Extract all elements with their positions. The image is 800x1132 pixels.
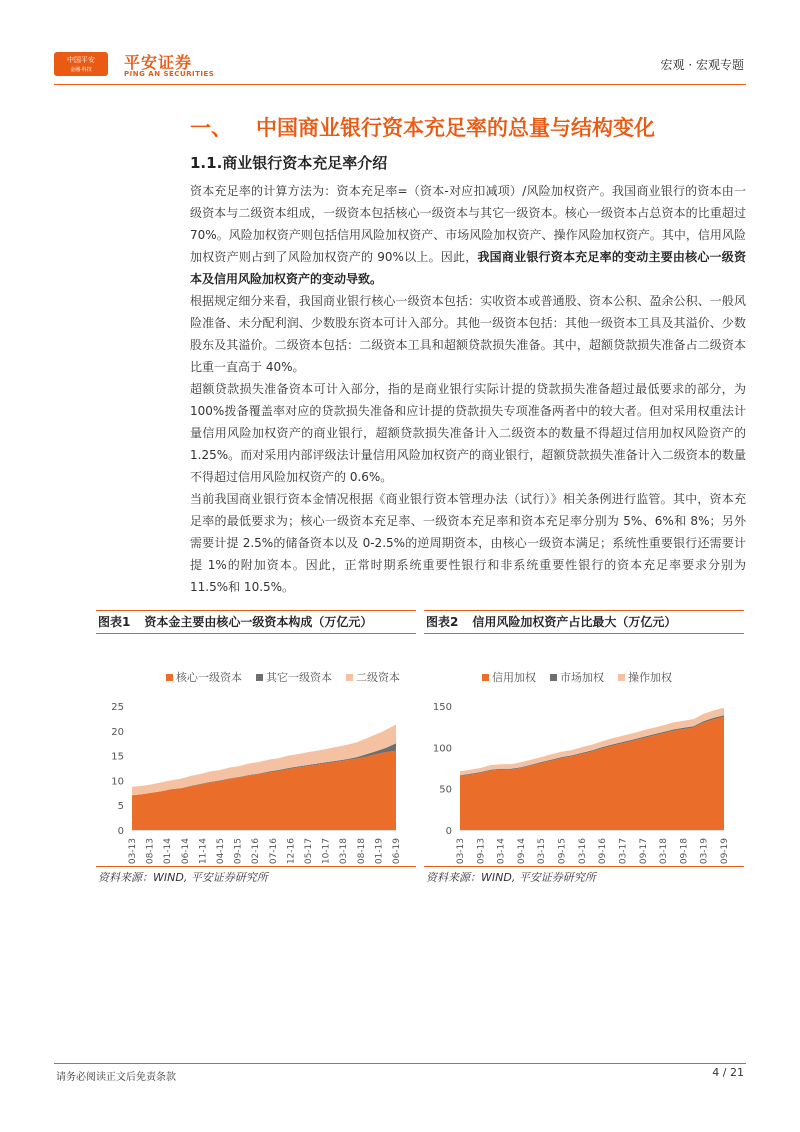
figure-1-chart-area [96, 634, 416, 866]
x-tick-label: 03-18 [339, 838, 350, 865]
brand-name-en: PING AN SECURITIES [124, 70, 215, 78]
figure-1-header [96, 610, 416, 634]
section-title-text: 中国商业银行资本充足率的总量与结构变化 [256, 116, 655, 140]
paragraph-2: 根据规定细分来看，我国商业银行核心一级资本包括：实收资本或普通股、资本公积、盈余公积、一般风险准备、未分配利润、少数股东资本可计入部分。其他一级资本包括：其他一级资本工具及其溢价、少数股东及其溢价。二级资本包括：二级资本工具和超额贷款损失准备。其中，超额贷款损失准备占二级资本比重一直高于 40%。 [190, 294, 746, 374]
paragraph-1 [190, 180, 746, 290]
area-series-1 [460, 717, 724, 830]
figure-2-chart-area [424, 634, 744, 866]
figure-1-source: 资料来源：WIND, 平安证券研究所 [96, 866, 416, 885]
y-tick-label: 5 [117, 801, 124, 813]
brand-name: 平安证券 [124, 53, 193, 72]
chart-1 [96, 634, 416, 866]
x-tick-label: 03-14 [496, 838, 507, 865]
x-tick-label: 07-16 [268, 838, 279, 865]
figure-2-header [424, 610, 744, 634]
y-tick-label: 0 [445, 826, 452, 837]
x-tick-label: 03-19 [699, 838, 710, 865]
paragraph-3: 超额贷款损失准备资本可计入部分，指的是商业银行实际计提的贷款损失准备超过最低要求的部分，为 100%拨备覆盖率对应的贷款损失准备和应计提的贷款损失专项准备两者中的较大者。但对采用权重法计量信用风险加权资产的商业银行，超额贷款损失准备计入二级资本的数量不得超过信用加权风险资产的 1.25%。而对采用内部评级法计量信用风险加权资产的商业银行，超额贷款损失准备计入二级资本的数量不得超过信用风险加权资产的 0.6%。 [190, 382, 746, 484]
y-tick-label: 15 [111, 751, 124, 763]
x-tick-label: 12-16 [286, 838, 297, 865]
y-tick-label: 50 [439, 784, 452, 796]
legend-swatch-3 [346, 674, 353, 681]
subsection-title: 1.1.商业银行资本充足率介绍 [190, 154, 388, 172]
section-title [190, 112, 655, 142]
y-tick-label: 10 [111, 776, 124, 788]
x-tick-label: 09-15 [557, 838, 568, 865]
footer-divider [54, 1063, 746, 1064]
logo-text: 中国平安 [67, 56, 95, 64]
x-tick-label: 10-17 [321, 838, 332, 865]
figure-1 [96, 610, 416, 885]
x-tick-label: 03-16 [577, 838, 588, 865]
pingan-logo [54, 52, 108, 76]
legend-label-3: 操作加权 [628, 671, 672, 684]
figure-2-label: 图表2 [426, 615, 459, 629]
x-tick-label: 03-15 [537, 838, 548, 865]
figure-2-title: 信用风险加权资产占比最大（万亿元） [472, 615, 677, 629]
page-header [0, 0, 800, 90]
footer-disclaimer: 请务必阅读正文后免责条款 [56, 1072, 176, 1083]
legend-swatch-1 [482, 674, 489, 681]
x-tick-label: 04-15 [216, 838, 226, 865]
x-tick-label: 08-13 [145, 838, 156, 865]
section-tag: 宏观 · 宏观专题 [660, 58, 744, 72]
x-tick-label: 03-13 [128, 838, 138, 865]
legend-swatch-3 [618, 674, 625, 681]
y-tick-label: 25 [111, 702, 124, 713]
figure-2-source: 资料来源：WIND, 平安证券研究所 [424, 866, 744, 885]
legend-label-1: 信用加权 [492, 671, 536, 684]
x-tick-label: 02-16 [251, 838, 262, 865]
legend-swatch-2 [550, 674, 557, 681]
x-tick-label: 05-17 [304, 838, 314, 865]
y-tick-label: 100 [432, 743, 452, 755]
logo-subtext: 金融·科技 [70, 67, 92, 73]
legend-swatch-1 [166, 674, 173, 681]
figure-2 [424, 610, 744, 885]
x-tick-label: 01-19 [374, 838, 385, 865]
figure-1-label: 图表1 [98, 615, 131, 629]
legend-swatch-2 [256, 674, 263, 681]
x-tick-label: 09-16 [598, 838, 609, 865]
x-tick-label: 11-14 [198, 838, 209, 865]
header-divider [54, 84, 746, 85]
section-number: 一、 [190, 116, 232, 140]
x-tick-label: 08-18 [356, 838, 367, 865]
x-tick-label: 03-18 [659, 838, 670, 865]
legend-label-3: 二级资本 [356, 671, 400, 684]
x-tick-label: 01-14 [163, 838, 174, 865]
x-tick-label: 09-14 [516, 838, 527, 865]
y-tick-label: 20 [111, 726, 124, 738]
legend-label-2: 其它一级资本 [266, 671, 332, 684]
y-tick-label: 150 [432, 702, 452, 713]
x-tick-label: 09-15 [233, 838, 244, 865]
chart-2 [424, 634, 744, 866]
figure-1-title: 资本金主要由核心一级资本构成（万亿元） [144, 615, 373, 629]
paragraph-4: 当前我国商业银行资本金情况根据《商业银行资本管理办法（试行）》相关条例进行监管。其中，资本充足率的最低要求为；核心一级资本充足率、一级资本充足率和资本充足率分别为 5%、6%和 8%；另外需要计提 2.5%的储备资本以及 0-2.5%的逆周期资本，由核心一级资本满足；系统性重要银行还需要计提 1%的附加资本。因此，正常时期系统重要性银行和非系统重要性银行的资本充足率要求分别为 11.5%和 10.5%。 [190, 492, 746, 594]
legend-label-2: 市场加权 [560, 671, 604, 684]
x-tick-label: 06-19 [392, 838, 402, 865]
x-tick-label: 09-17 [638, 838, 649, 865]
x-tick-label: 03-13 [456, 838, 466, 865]
legend-label-1: 核心一级资本 [176, 671, 242, 684]
x-tick-label: 09-19 [720, 838, 730, 865]
x-tick-label: 03-17 [618, 838, 629, 865]
x-tick-label: 06-14 [180, 838, 191, 865]
y-tick-label: 0 [117, 826, 124, 837]
x-tick-label: 09-18 [679, 838, 690, 865]
page-number: 4 / 21 [712, 1066, 744, 1079]
paragraph-1-bold: 我国商业银行资本充足率的变动主要由核心一级资本及信用风险加权资产的变动导致。 [190, 250, 746, 286]
paragraph-1-text: 资本充足率的计算方法为：资本充足率=（资本-对应扣减项）/风险加权资产。我国商业银行的资本由一级资本与二级资本组成，一级资本包括核心一级资本与其它一级资本。核心一级资本占总资本的比重超过 70%。风险加权资产则包括信用风险加权资产、市场风险加权资产、操作风险加权资产。其中，信用风险加权资产则占到了风险加权资产的 90%以上。因此， [190, 184, 746, 264]
x-tick-label: 09-13 [476, 838, 487, 865]
